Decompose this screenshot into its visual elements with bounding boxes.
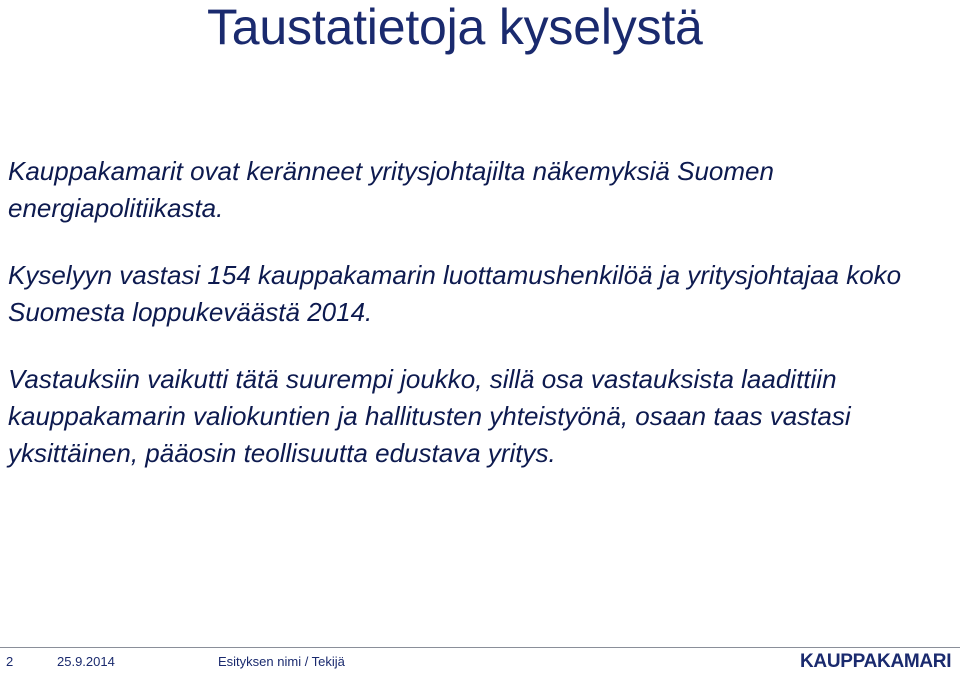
footer-author: Esityksen nimi / Tekijä	[218, 654, 345, 669]
paragraph-respondents: Kyselyyn vastasi 154 kauppakamarin luottamushenkilöä ja yritysjohtajaa koko Suomesta loppukeväästä 2014.	[8, 260, 902, 327]
paragraph-influence: Vastauksiin vaikutti tätä suurempi joukko, sillä osa vastauksista laadittiin kauppakamarin valiokuntien ja hallitusten yhteistyönä, osaan taas vastasi yksittäinen, pääosin teollisuutta edustava yritys.	[8, 364, 851, 468]
footer-date: 25.9.2014	[57, 654, 115, 669]
kauppakamari-logo: KAUPPAKAMARI	[800, 651, 952, 672]
slide-title: Taustatietoja kyselystä	[207, 0, 703, 55]
slide-body	[8, 153, 953, 502]
footer-divider	[0, 647, 960, 648]
page-number: 2	[6, 654, 14, 669]
paragraph-intro: Kauppakamarit ovat keränneet yritysjohtajilta näkemyksiä Suomen energiapolitiikasta.	[8, 156, 774, 223]
